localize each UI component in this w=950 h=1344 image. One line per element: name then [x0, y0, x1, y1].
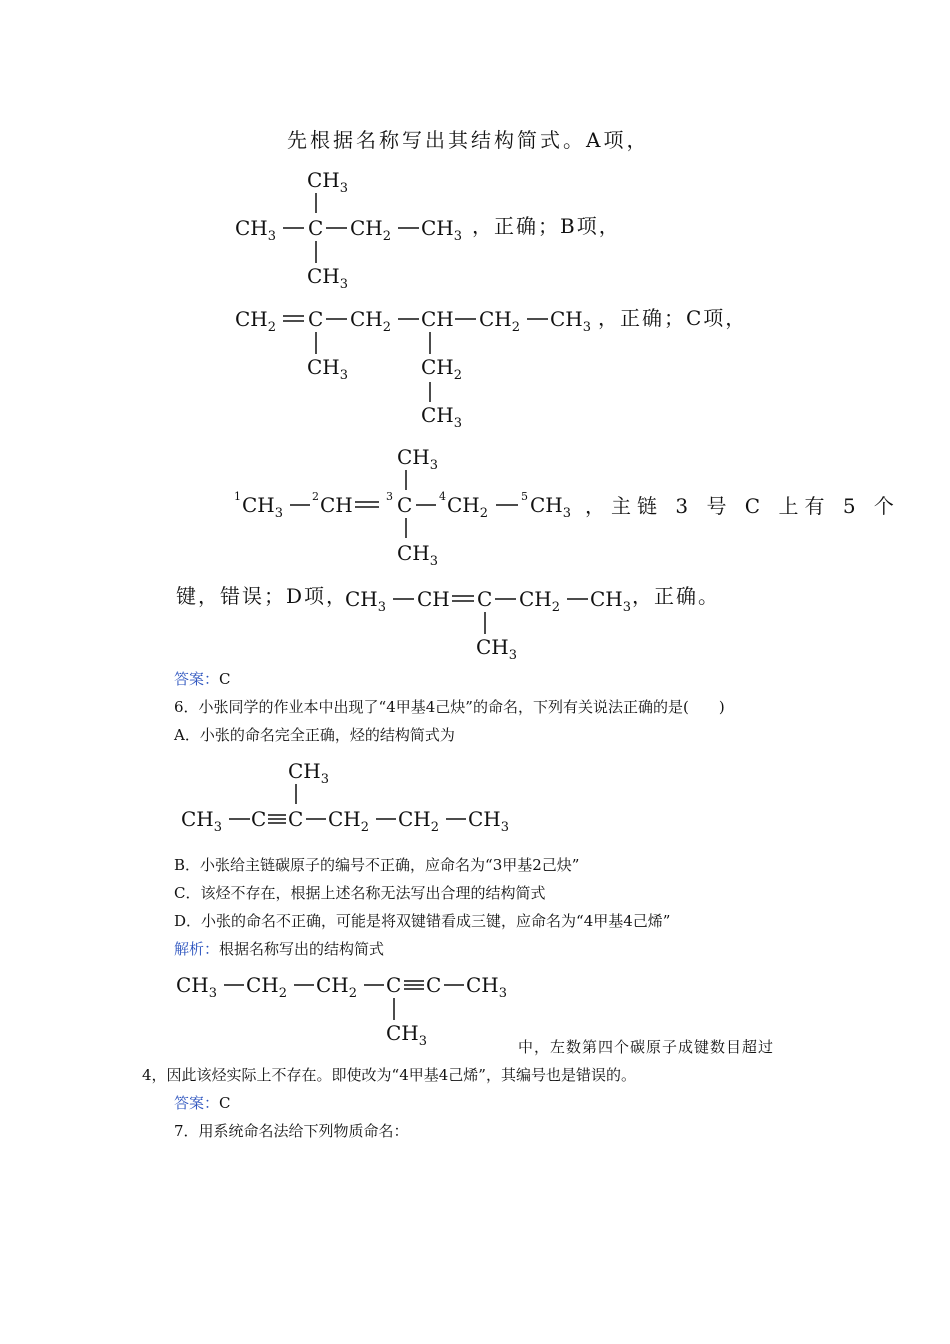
svg-text:CH3: $CH_3$	[530, 493, 572, 521]
svg-text:C: C	[308, 216, 324, 240]
answer-value: C	[219, 670, 231, 688]
answer-line	[174, 669, 231, 689]
structure-c	[234, 440, 604, 570]
svg-text:CH3: $CH_3$	[466, 973, 508, 1001]
structure-d-verdict: ，正确。	[632, 584, 720, 608]
answer-line-2	[174, 1093, 231, 1113]
svg-text:CH3: $CH_3$	[307, 355, 349, 383]
svg-text:CH2: $CH_2$	[350, 216, 392, 244]
question-6-stem: 6．小张同学的作业本中出现了“4甲基4己炔”的命名，下列有关说法正确的是( )	[174, 698, 725, 716]
svg-text:CH3: $CH_3$	[421, 216, 463, 244]
svg-text:CH3: $CH_3$	[288, 759, 330, 787]
svg-text:4: 4	[439, 490, 446, 503]
structure-b-verdict: ，正确；C项，	[598, 306, 748, 330]
svg-text:CH2: $CH_2$	[398, 807, 440, 835]
svg-text:CH3: $CH_3$	[345, 587, 387, 615]
analysis-structure	[176, 966, 516, 1056]
structure-a-verdict: ，正确；B项，	[472, 214, 621, 238]
svg-text:CH: CH	[417, 587, 450, 611]
svg-text:CH2: $CH_2$	[421, 355, 463, 383]
svg-text:CH3: $CH_3$	[421, 403, 463, 431]
svg-text:CH2: $CH_2$	[328, 807, 370, 835]
structure-c-verdict: ，主链 3 号 C 上有 5 个	[585, 494, 900, 518]
svg-text:CH2: $CH_2$	[246, 973, 288, 1001]
option-a-structure	[178, 756, 518, 836]
svg-text:CH3: $CH_3$	[176, 973, 218, 1001]
svg-text:CH3: $CH_3$	[307, 264, 349, 292]
svg-text:CH2: $CH_2$	[235, 307, 277, 335]
svg-text:5: 5	[521, 490, 528, 503]
structure-a	[230, 165, 500, 295]
svg-text:CH3: $CH_3$	[468, 807, 510, 835]
svg-text:CH3: $CH_3$	[476, 635, 518, 663]
svg-text:CH3: $CH_3$	[386, 1021, 428, 1049]
svg-text:CH3: $CH_3$	[397, 445, 439, 473]
svg-text:CH2: $CH_2$	[479, 307, 521, 335]
structure-d-prefix: 键，错误；D项，	[176, 584, 349, 608]
svg-text:C: C	[251, 807, 267, 831]
svg-text:CH3: $CH_3$	[550, 307, 592, 335]
analysis-label: 解析：	[174, 940, 220, 958]
svg-text:C: C	[288, 807, 304, 831]
svg-text:CH2: $CH_2$	[316, 973, 358, 1001]
svg-text:C: C	[477, 587, 493, 611]
analysis-text-1: 根据名称写出的结构简式	[219, 940, 385, 958]
answer-label: 答案：	[174, 670, 220, 688]
option-c: C．该烃不存在，根据上述名称无法写出合理的结构简式	[174, 884, 546, 902]
svg-text:CH3: $CH_3$	[590, 587, 632, 615]
analysis-line	[174, 939, 384, 959]
analysis-text-3: 4，因此该烃实际上不存在。即使改为“4甲基4己烯”，其编号也是错误的。	[142, 1066, 636, 1084]
svg-text:CH3: $CH_3$	[242, 493, 284, 521]
explanation-intro: 先根据名称写出其结构简式。A项，	[287, 128, 650, 152]
svg-text:C: C	[397, 493, 413, 517]
svg-text:CH2: $CH_2$	[447, 493, 489, 521]
svg-text:CH: CH	[421, 307, 454, 331]
svg-text:CH2: $CH_2$	[350, 307, 392, 335]
svg-text:1: 1	[234, 490, 241, 503]
answer-value-2: C	[219, 1094, 231, 1112]
svg-text:C: C	[308, 307, 324, 331]
structure-b	[230, 300, 610, 440]
svg-text:3: 3	[386, 490, 393, 503]
svg-text:CH2: $CH_2$	[519, 587, 561, 615]
svg-text:CH3: $CH_3$	[181, 807, 223, 835]
answer-label-2: 答案：	[174, 1094, 220, 1112]
option-b: B．小张给主链碳原子的编号不正确，应命名为“3甲基2己炔”	[174, 856, 580, 874]
analysis-text-2: 中，左数第四个碳原子成键数目超过	[518, 1038, 775, 1056]
svg-text:C: C	[386, 973, 402, 997]
svg-text:C: C	[426, 973, 442, 997]
svg-text:CH3: $CH_3$	[307, 168, 349, 196]
svg-text:CH3: $CH_3$	[397, 541, 439, 569]
question-7-stem: 7．用系统命名法给下列物质命名：	[174, 1122, 409, 1140]
svg-text:2: 2	[312, 490, 319, 503]
svg-text:CH: CH	[320, 493, 353, 517]
option-a: A．小张的命名完全正确，烃的结构简式为	[174, 726, 455, 744]
svg-text:CH3: $CH_3$	[235, 216, 277, 244]
structure-d	[340, 578, 640, 668]
option-d: D．小张的命名不正确，可能是将双键错看成三键，应命名为“4甲基4己烯”	[174, 912, 671, 930]
